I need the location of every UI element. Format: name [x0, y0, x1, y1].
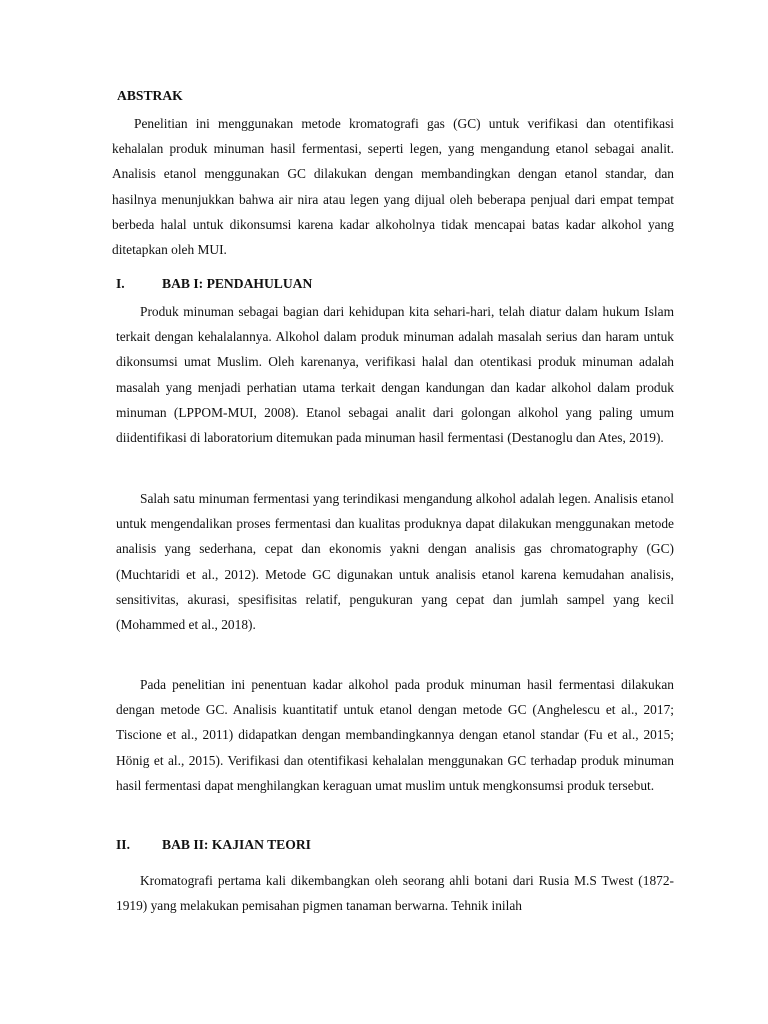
bab2-number: II.: [116, 837, 130, 852]
bab1-title: BAB I: PENDAHULUAN: [162, 276, 313, 291]
bab2-paragraph-1: Kromatografi pertama kali dikembangkan oleh seorang ahli botani dari Rusia M.S Twest (1872-1919) yang melakukan pemisahan pigmen tanaman berwarna. Tehnik inilah: [116, 873, 674, 914]
bab2-title: BAB II: KAJIAN TEORI: [162, 837, 311, 852]
bab1-number: I.: [116, 276, 125, 291]
bab1-paragraph-1: Produk minuman sebagai bagian dari kehidupan kita sehari-hari, telah diatur dalam hukum Islam terkait dengan kehalalannya. Alkohol dalam produk minuman adalah masalah serius dan haram untuk dikonsumsi umat Muslim. Oleh karenanya, verifikasi halal dan otentikasi produk minuman adalah masalah yang menjadi perhatian utama terkait dengan kandungan dan kadar alkohol dalam produk minuman (LPPOM-MUI, 2008). Etanol sebagai analit dari golongan alkohol yang paling umum diidentifikasi di laboratorium ditemukan pada minuman hasil fermentasi (Destanoglu dan Ates, 2019).: [116, 304, 674, 446]
bab1-heading: [116, 275, 312, 293]
abstract-paragraph: Penelitian ini menggunakan metode kromatografi gas (GC) untuk verifikasi dan otentifikasi kehalalan produk minuman hasil fermentasi, seperti legen, yang mengandung etanol sebagai analit. Analisis etanol menggunakan GC dilakukan dengan membandingkan dengan etanol standar, dan hasilnya menunjukkan bahwa air nira atau legen yang dijual oleh beberapa penjual dari empat tempat berbeda halal untuk dikonsumsi karena kadar alkoholnya tidak mencapai batas kadar alkohol yang ditetapkan oleh MUI.: [112, 116, 674, 258]
bab1-paragraph-2: Salah satu minuman fermentasi yang terindikasi mengandung alkohol adalah legen. Analisis etanol untuk mengendalikan proses fermentasi dan kualitas produknya dapat dilakukan menggunakan metode analisis yang sederhana, cepat dan ekonomis yakni dengan analisis gas chromatography (GC) (Muchtaridi et al., 2012). Metode GC digunakan untuk analisis etanol karena kemudahan analisis, sensitivitas, akurasi, spesifisitas relatif, pengukuran yang cepat dan jumlah sampel yang kecil (Mohammed et al., 2018).: [116, 491, 674, 633]
bab1-paragraph-3: Pada penelitian ini penentuan kadar alkohol pada produk minuman hasil fermentasi dilakukan dengan metode GC. Analisis kuantitatif untuk etanol dengan metode GC (Anghelescu et al., 2017; Tiscione et al., 2011) didapatkan dengan membandingkannya dengan etanol standar (Fu et al., 2015; Hönig et al., 2015). Verifikasi dan otentifikasi kehalalan menggunakan GC terhadap produk minuman hasil fermentasi dapat menghilangkan keraguan umat muslim untuk mengkonsumsi produk tersebut.: [116, 677, 674, 793]
abstract-title: ABSTRAK: [117, 88, 183, 103]
bab2-heading: [116, 836, 311, 854]
